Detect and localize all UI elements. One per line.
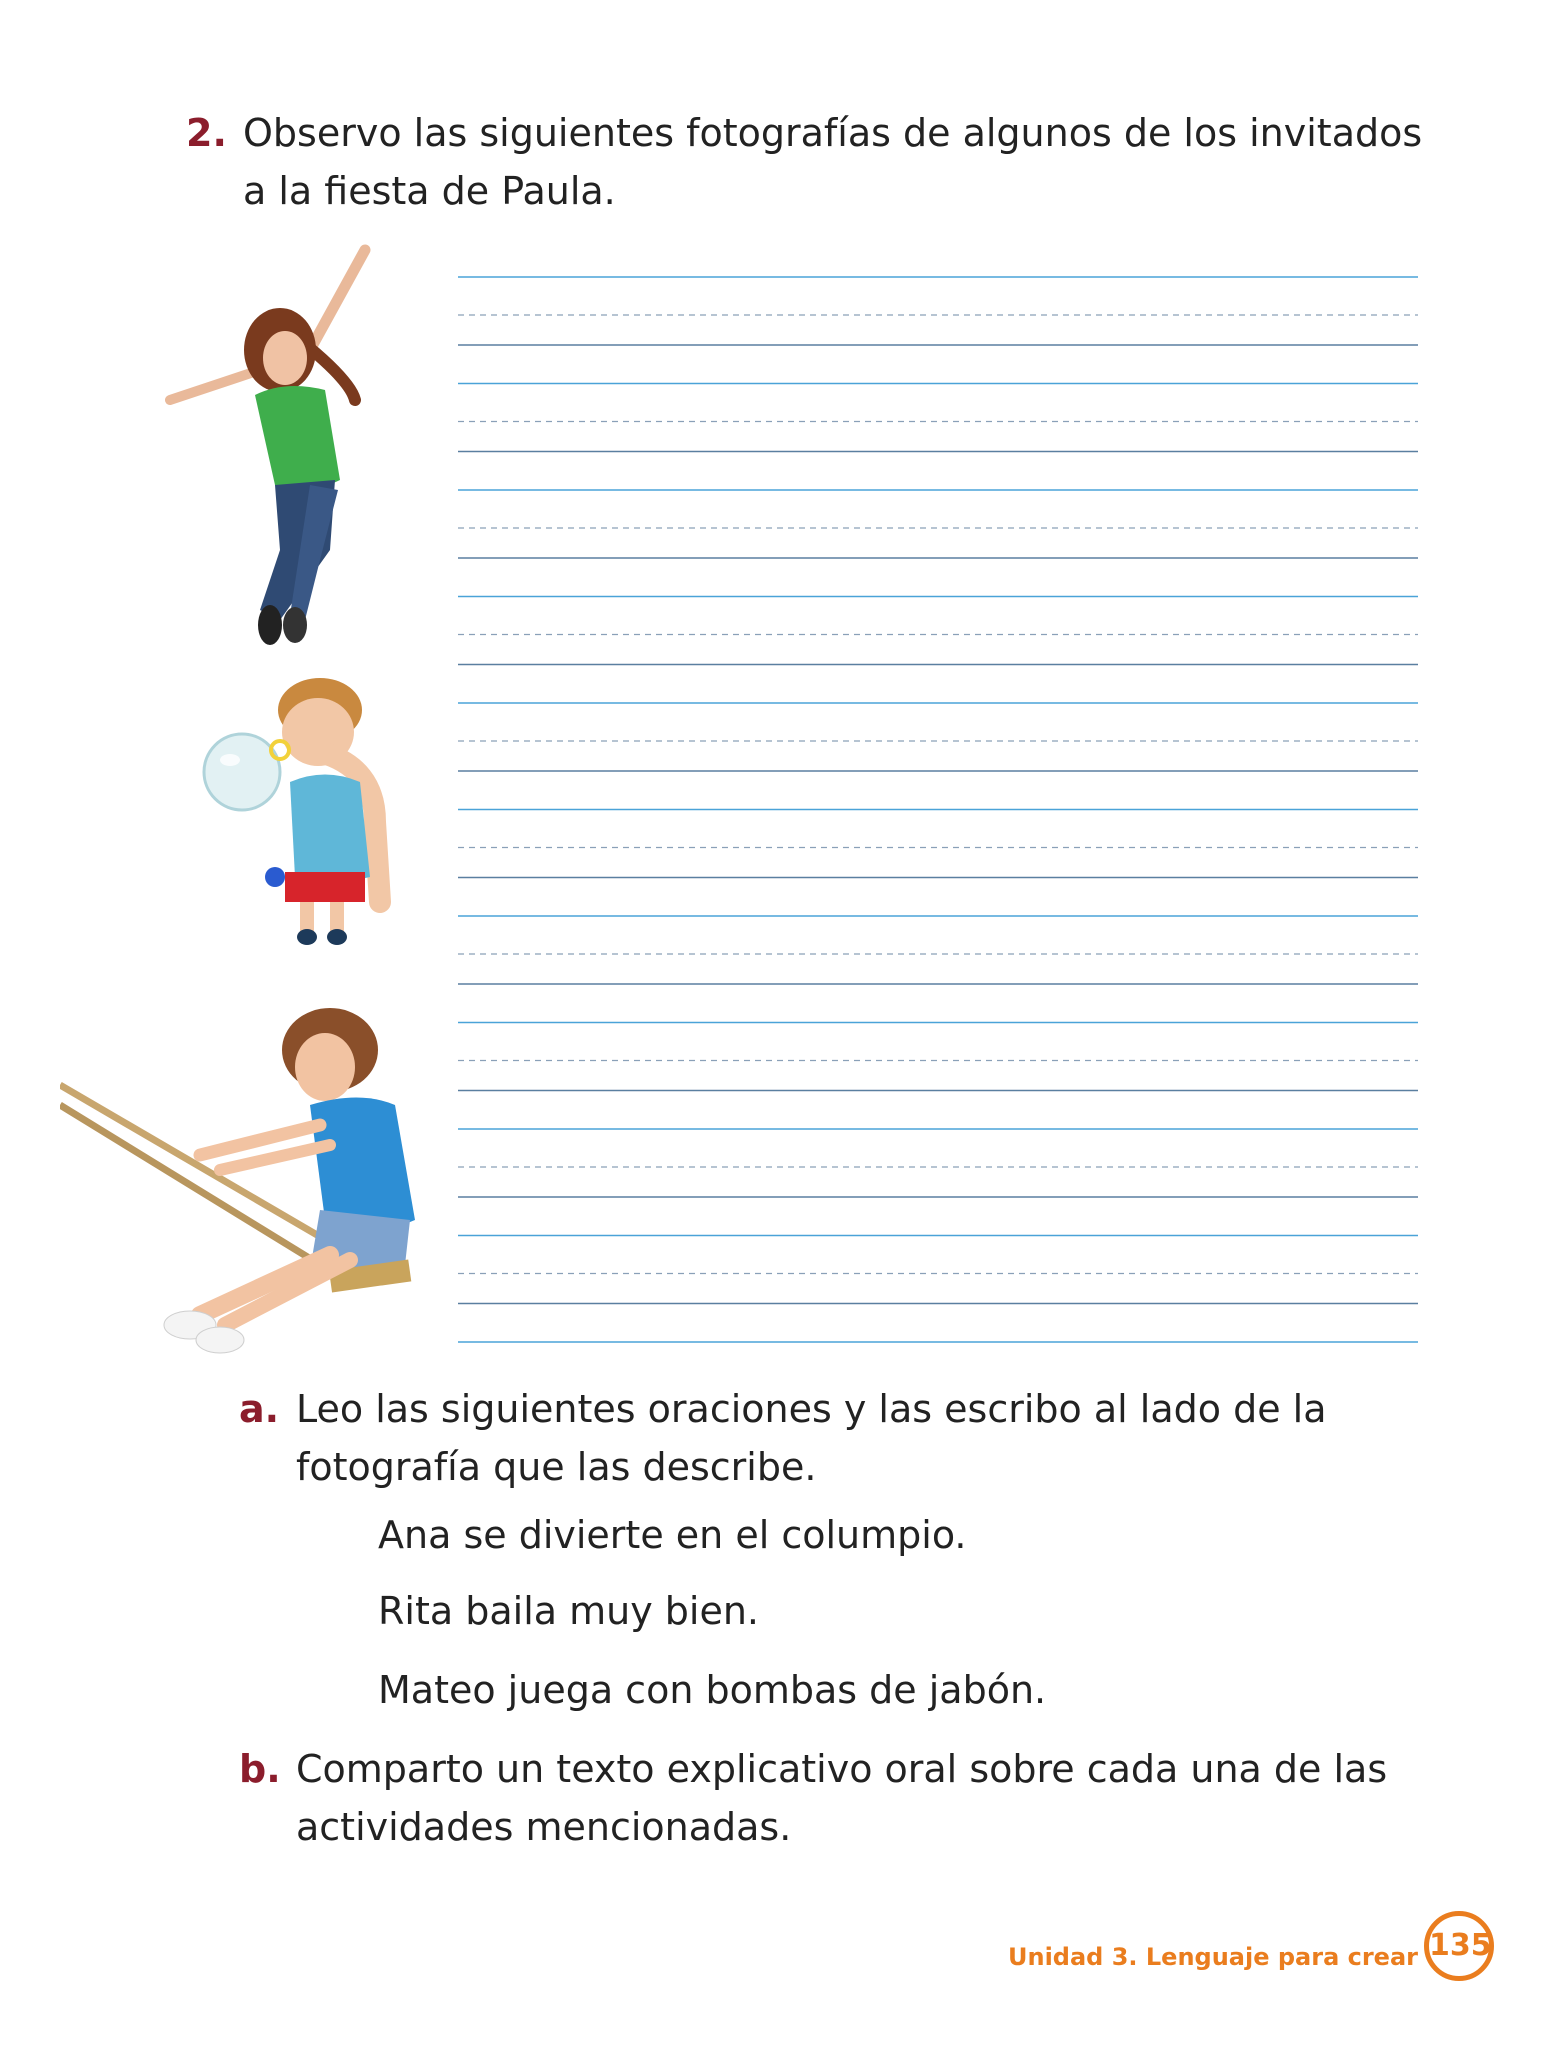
question-2 <box>186 104 1446 220</box>
girl-on-swing-icon <box>60 995 450 1365</box>
task-b-text: Comparto un texto explicativo oral sobre cada una de las actividades mencionadas. <box>296 1747 1388 1849</box>
task-b <box>239 1740 1389 1856</box>
writing-lines[interactable] <box>458 265 1418 1350</box>
task-a <box>239 1380 1389 1496</box>
girl-jumping-icon <box>160 230 420 660</box>
boy-blowing-bubbles-icon <box>200 672 420 962</box>
task-b-letter: b. <box>239 1747 281 1791</box>
question-number: 2. <box>186 111 227 155</box>
task-a-text: Leo las siguientes oraciones y las escribo al lado de la fotografía que las describe. <box>296 1387 1327 1489</box>
question-text: Observo las siguientes fotografías de algunos de los invitados a la fiesta de Paula. <box>243 111 1423 213</box>
sentence-mateo: Mateo juega con bombas de jabón. <box>378 1668 1047 1712</box>
footer-unit-label: Unidad 3. Lenguaje para crear <box>1008 1943 1418 1971</box>
task-a-letter: a. <box>239 1387 280 1431</box>
sentence-rita: Rita baila muy bien. <box>378 1589 760 1633</box>
page-number: 135 <box>1424 1911 1494 1981</box>
sentence-ana: Ana se divierte en el columpio. <box>378 1513 967 1557</box>
